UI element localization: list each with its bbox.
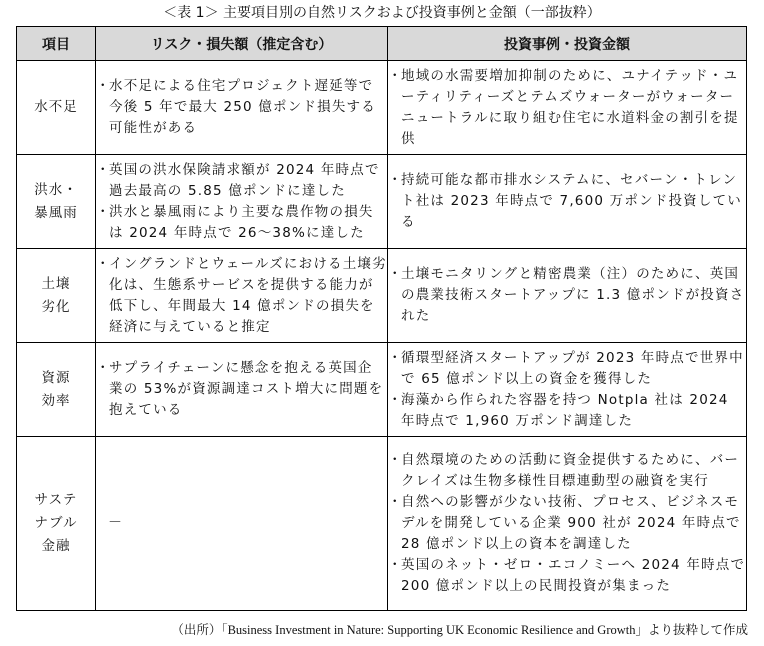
investment-bullet: ・ 循環型経済スタートアップが 2023 年時点で世界中で 65 億ポンド以上の資金を獲得した — [388, 349, 744, 387]
bullet-mark: ・ — [388, 557, 403, 573]
bullet-mark: ・ — [388, 67, 403, 84]
risk-cell — [96, 249, 388, 343]
investment-cell — [388, 249, 747, 343]
bullet-mark: ・ — [96, 203, 111, 220]
risk-cell — [96, 61, 388, 155]
investment-bullet: ・ 自然環境のための活動に資金提供するために、バークレイズは生物多様性目標連動型の融資を実行 — [388, 452, 740, 489]
investment-bullet: ・ 自然への影響が少ない技術、プロセス、ビジネスモデルを開発している企業 900 社が 2024 年時点で 28 億ポンド以上の資本を調達した — [388, 494, 741, 552]
bullet-mark: ・ — [388, 452, 403, 468]
risk-bullet: ・ 英国の洪水保険請求額が 2024 年時点で過去最高の 5.85 億ポンドに達した — [96, 161, 380, 199]
bullet-mark: ・ — [96, 161, 111, 178]
bullet-mark: ・ — [388, 391, 403, 408]
bullet-mark: ・ — [96, 360, 111, 376]
no-data-dash: － — [108, 515, 124, 531]
table-row — [17, 343, 747, 437]
investment-cell — [388, 437, 747, 611]
bullet-mark: ・ — [96, 78, 111, 94]
investment-cell — [388, 343, 747, 437]
item-cell: 水不足 — [17, 61, 96, 155]
nature-risk-investment-table — [16, 26, 747, 611]
bullet-mark: ・ — [388, 494, 403, 510]
bullet-mark: ・ — [388, 172, 403, 188]
investment-bullet: ・ 土壌モニタリングと精密農業（注）のために、英国の農業技術スタートアップに 1.3 億ポンドが投資された — [388, 266, 745, 324]
risk-bullet: ・ サプライチェーンに懸念を抱える英国企業の 53%が資源調達コスト増大に問題を抱えている — [96, 360, 384, 418]
header-item: 項目 — [17, 27, 96, 61]
investment-cell — [388, 61, 747, 155]
table-caption: ＜表 1＞ 主要項目別の自然リスクおよび投資事例と金額（一部抜粋） — [163, 5, 601, 21]
investment-cell — [388, 155, 747, 249]
item-cell: 洪水・ 暴風雨 — [17, 155, 96, 249]
table-header-row — [17, 27, 747, 61]
item-cell: サステ ナブル 金融 — [17, 437, 96, 611]
table-row — [17, 249, 747, 343]
bullet-mark: ・ — [96, 255, 111, 272]
header-risk-loss: リスク・損失額（推定含む） — [96, 27, 388, 61]
item-cell: 土壌 劣化 — [17, 249, 96, 343]
investment-bullet: ・ 英国のネット・ゼロ・エコノミーへ 2024 年時点で 200 億ポンド以上の民間投資が集まった — [388, 557, 746, 594]
risk-cell — [96, 343, 388, 437]
item-cell: 資源 効率 — [17, 343, 96, 437]
risk-bullet: ・ イングランドとウェールズにおける土壌劣化は、生態系サービスを提供する能力が低下し、年間最大 14 億ポンドの損失を経済に与えていると推定 — [96, 255, 387, 335]
investment-bullet: ・ 海藻から作られた容器を持つ Notpla 社は 2024 年時点で 1,960 万ポンド調達した — [388, 391, 729, 429]
investment-bullet: ・ 持続可能な都市排水システムに、セバーン・トレント社は 2023 年時点で 7,600 万ポンド投資している — [388, 172, 742, 230]
risk-cell — [96, 437, 388, 611]
risk-cell — [96, 155, 388, 249]
header-investment: 投資事例・投資金額 — [388, 27, 747, 61]
bullet-mark: ・ — [388, 349, 403, 366]
source-note: （出所）「Business Investment in Nature: Supporting UK Economic Resilience and Growth」より抜粋して作成 — [171, 623, 748, 637]
table-row — [17, 437, 747, 611]
risk-bullet: ・ 洪水と暴風雨により主要な農作物の損失は 2024 年時点で 26～38%に達した — [96, 203, 374, 241]
table-row — [17, 61, 747, 155]
table-row — [17, 155, 747, 249]
investment-bullet: ・ 地域の水需要増加抑制のために、ユナイテッド・ユーティリティーズとテムズウォーターがウォーターニュートラルに取り組む住宅に水道料金の割引を提供 — [388, 67, 739, 147]
risk-bullet: ・ 水不足による住宅プロジェクト遅延等で今後 5 年で最大 250 億ポンド損失する可能性がある — [96, 78, 376, 136]
bullet-mark: ・ — [388, 266, 403, 282]
